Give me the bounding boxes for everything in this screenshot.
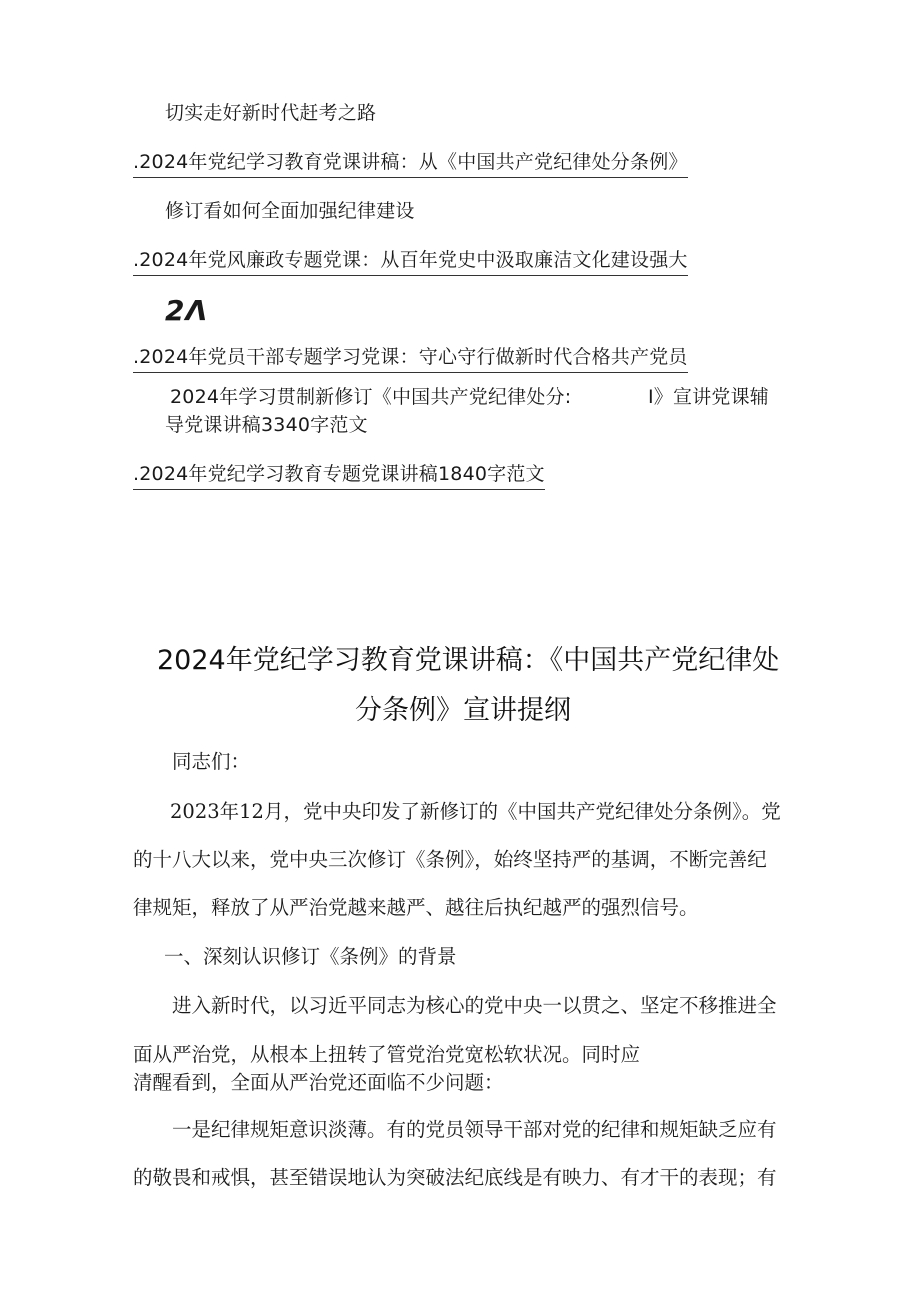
toc-entry-6[interactable]: .2024年党纪学习教育专题党课讲稿1840字范文 <box>133 462 545 490</box>
paragraph-1-line-2: 的十八大以来，党中央三次修订《条例》，始终坚持严的基调，不断完善纪 <box>133 848 767 871</box>
toc-entry-3-cont[interactable]: 2Λ <box>165 294 209 327</box>
paragraph-2-line-3: 清醒看到，全面从严治党还面临不少问题： <box>133 1071 504 1094</box>
toc-entry-1-cont[interactable]: 切实走好新时代赶考之路 <box>165 102 377 124</box>
salutation: 同志们： <box>172 750 251 773</box>
section-heading-1: 一、深刻认识修订《条例》的背景 <box>164 945 457 968</box>
toc-entry-5-cont[interactable]: 导党课讲稿3340字范文 <box>165 414 368 436</box>
article-title-line-1: 2024年党纪学习教育党课讲稿：《中国共产党纪律处 <box>157 645 780 676</box>
paragraph-1-line-3: 律规矩，释放了从严治党越来越严、越往后执纪越严的强烈信号。 <box>133 896 699 919</box>
paragraph-3-line-1: 一是纪律规矩意识淡薄。有的党员领导干部对党的纪律和规矩缺乏应有 <box>172 1118 777 1141</box>
paragraph-3-line-2: 的敬畏和戒惧，甚至错误地认为突破法纪底线是有映力、有才干的表现；有 <box>133 1166 777 1189</box>
paragraph-2-line-1: 进入新时代，以习近平同志为核心的党中央一以贯之、坚定不移推进全 <box>172 994 777 1017</box>
toc-entry-3[interactable]: .2024年党风廉政专题党课：从百年党史中汲取廉洁文化建设强大 <box>133 248 688 276</box>
paragraph-2-line-2: 面从严治党，从根本上扭转了管党治党宽松软状况。同时应 <box>133 1043 641 1066</box>
toc-entry-5-part-a[interactable]: 2024年学习贯制新修订《中国共产党纪律处分: <box>170 386 572 408</box>
toc-entry-4[interactable]: .2024年党员干部专题学习党课：守心守行做新时代合格共产党员 <box>133 345 688 373</box>
toc-entry-5-part-b[interactable]: I》宣讲党课辅 <box>648 386 770 408</box>
toc-entry-2-cont[interactable]: 修订看如何全面加强纪律建设 <box>165 200 415 222</box>
article-title-line-2: 分条例》宣讲提纲 <box>355 695 571 726</box>
toc-entry-2[interactable]: .2024年党纪学习教育党课讲稿：从《中国共产党纪律处分条例》 <box>133 150 688 178</box>
paragraph-1-line-1: 2023年12月，党中央印发了新修订的《中国共产党纪律处分条例》。党 <box>170 800 781 823</box>
